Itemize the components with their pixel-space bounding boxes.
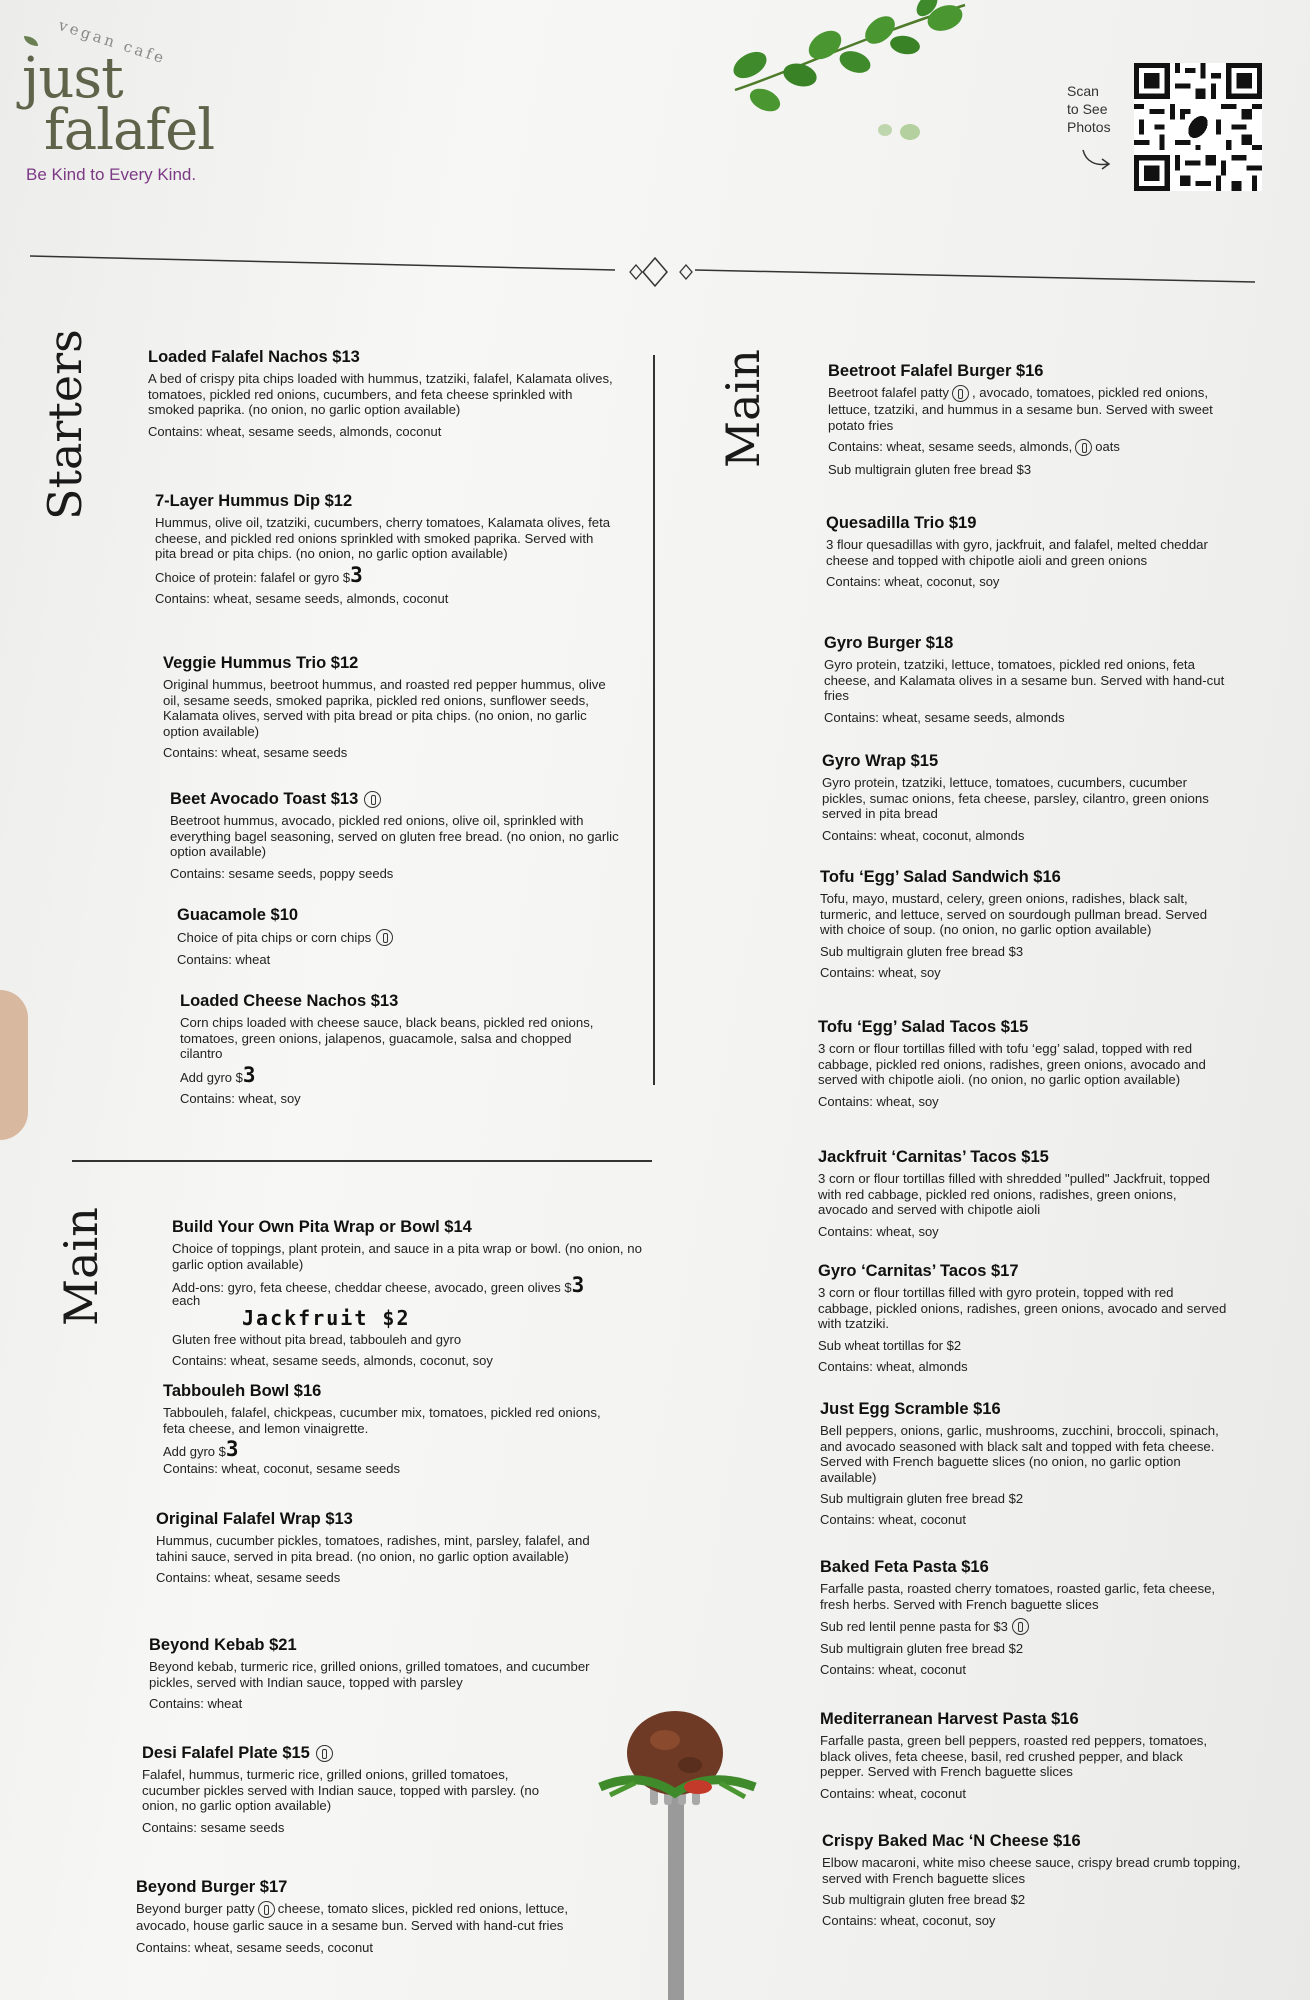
item-extra2: each — [172, 1293, 201, 1308]
item-extra: Sub wheat tortillas for $2 — [818, 1337, 962, 1353]
falafel-fork-icon — [580, 1675, 770, 2000]
handwritten-price: 3 — [571, 1273, 585, 1297]
item-name: Crispy Baked Mac ‘N Cheese $16 — [822, 1832, 1081, 1850]
gluten-free-icon — [364, 791, 381, 808]
item-name: Beetroot Falafel Burger $16 — [828, 362, 1044, 380]
scan-text-line3: Photos — [1067, 119, 1111, 135]
item-description-row — [177, 929, 607, 946]
menu-item — [172, 1218, 642, 1368]
menu-item — [818, 1262, 1228, 1374]
item-description: Corn chips loaded with cheese sauce, black beans, pickled red onions, tomatoes, green onions, jalapenos, guacamole, salsa and chopped cilantro — [180, 1015, 594, 1061]
item-name: Build Your Own Pita Wrap or Bowl $14 — [172, 1218, 472, 1236]
gluten-free-icon — [258, 1901, 275, 1918]
item-description: Elbow macaroni, white miso cheese sauce, crispy bread crumb topping, served with French baguette slices — [822, 1855, 1241, 1886]
item-name: Guacamole $10 — [177, 906, 299, 924]
item-description: Tofu, mayo, mustard, celery, green onions, radishes, black salt, turmeric, and lettuce, served on sourdough pullman bread. Served with choice of soup. (no onion, no garlic option available) — [820, 891, 1208, 937]
item-description: A bed of crispy pita chips loaded with hummus, tzatziki, falafel, Kalamata olives, tomatoes, pickled red onions, cucumbers, and feta cheese sprinkled with smoked paprika. (no onion, no garlic option available) — [148, 371, 613, 417]
item-contains: Contains: wheat, coconut — [820, 1512, 966, 1527]
item-description: Beyond burger patty — [136, 1901, 255, 1916]
item-contains: Contains: wheat, coconut, soy — [826, 574, 1000, 589]
menu-item — [822, 1832, 1247, 1928]
item-contains: Contains: wheat, coconut, almonds — [822, 827, 1025, 843]
item-name: Original Falafel Wrap $13 — [156, 1510, 353, 1528]
section-title-main-left: Main — [54, 1207, 108, 1326]
gluten-free-icon — [1075, 439, 1092, 456]
logo-line1: just — [22, 46, 123, 111]
item-description: Beetroot falafel patty — [828, 385, 949, 400]
item-description: Hummus, cucumber pickles, tomatoes, radishes, mint, parsley, falafel, and tahini sauce, served in pita bread. (no onion, no garlic option available) — [156, 1533, 590, 1564]
item-description: 3 corn or flour tortillas filled with tofu ‘egg’ salad, topped with red cabbage, pickled red onions, radishes, green onions, avocado and served with chipotle aioli. (no onion, no garlic option available) — [818, 1041, 1206, 1087]
column-divider — [653, 355, 655, 1085]
item-description: Gyro protein, tzatziki, lettuce, tomatoes, cucumbers, cucumber pickles, sumac onions, feta cheese, parsley, cilantro, green onions served in pita bread — [822, 775, 1209, 821]
menu-item — [820, 1558, 1230, 1677]
item-contains: Contains: wheat, soy — [818, 1093, 939, 1109]
item-contains: Contains: wheat, sesame seeds, almonds, coconut, soy — [172, 1353, 493, 1368]
item-description: 3 corn or flour tortillas filled with gyro protein, topped with red cabbage, pickled onions, radishes, green onions, avocado and served with tzatziki. — [818, 1285, 1227, 1331]
scan-text-line2: to See — [1067, 101, 1108, 117]
item-description: Choice of pita chips or corn chips — [177, 929, 372, 945]
item-contains: Contains: wheat, sesame seeds — [156, 1570, 341, 1585]
item-description: Falafel, hummus, turmeric rice, grilled onions, grilled tomatoes, cucumber pickles served with Indian sauce, topped with parsley. (no onion, no garlic option available) — [142, 1767, 540, 1813]
handwritten-price: 3 — [350, 562, 363, 587]
item-contains: Contains: wheat, sesame seeds, coconut — [136, 1939, 374, 1955]
menu-item — [148, 348, 618, 439]
item-extra-row — [820, 1618, 1230, 1635]
item-name: Baked Feta Pasta $16 — [820, 1558, 989, 1576]
item-name: Desi Falafel Plate $15 — [142, 1744, 310, 1762]
item-contains: Contains: wheat, coconut, soy — [822, 1913, 996, 1928]
item-description: Farfalle pasta, roasted cherry tomatoes, roasted garlic, feta cheese, fresh herbs. Served with French baguette slices — [820, 1581, 1216, 1612]
gluten-free-icon — [316, 1745, 333, 1762]
item-name: Mediterranean Harvest Pasta $16 — [820, 1710, 1079, 1728]
item-name: Just Egg Scramble $16 — [820, 1400, 1001, 1418]
item-contains: Contains: wheat — [177, 952, 271, 967]
item-contains: Contains: wheat, coconut — [820, 1785, 966, 1801]
item-description-cont: , avocado, tomatoes, pickled red onions, lettuce, tzatziki, and hummus in a sesame bun. Served with sweet potato fries — [828, 385, 1213, 433]
scan-text-line1: Scan — [1067, 83, 1099, 99]
gluten-free-icon — [952, 385, 969, 402]
handwritten-addon: Jackfruit $2 — [242, 1306, 411, 1330]
item-extra — [155, 562, 615, 587]
menu-item — [820, 868, 1230, 980]
item-description-row — [828, 385, 1238, 433]
item-contains-cont: oats — [1095, 439, 1120, 455]
menu-item — [180, 992, 610, 1106]
item-name: Tofu ‘Egg’ Salad Tacos $15 — [818, 1018, 1029, 1036]
menu-item — [142, 1744, 562, 1835]
section-title-main-right: Main — [716, 349, 770, 468]
item-contains: Contains: wheat — [149, 1696, 243, 1711]
item-name: Gyro ‘Carnitas’ Tacos $17 — [818, 1262, 1019, 1280]
item-contains: Contains: wheat, soy — [820, 964, 941, 980]
item-description: Choice of toppings, plant protein, and sauce in a pita wrap or bowl. (no onion, no garlic option available) — [172, 1241, 642, 1272]
menu-item — [170, 790, 620, 881]
item-extra3: Gluten free without pita bread, tabbouleh and gyro — [172, 1332, 462, 1347]
gluten-free-icon — [376, 929, 393, 946]
item-name: Gyro Wrap $15 — [822, 752, 939, 770]
item-name: Veggie Hummus Trio $12 — [163, 654, 359, 672]
item-description-row — [136, 1901, 606, 1934]
menu-item — [818, 1148, 1228, 1239]
section-divider — [72, 1160, 652, 1162]
item-description: 3 corn or flour tortillas filled with shredded "pulled" Jackfruit, topped with red cabbage, pickled red onions, radishes, green onions, avocado and served with chipotle aioli — [818, 1171, 1210, 1217]
item-name: 7-Layer Hummus Dip $12 — [155, 492, 353, 510]
section-title-starters: Starters — [38, 329, 92, 520]
item-name: Quesadilla Trio $19 — [826, 514, 977, 532]
item-extra — [163, 1437, 623, 1461]
item-name: Tofu ‘Egg’ Salad Sandwich $16 — [820, 868, 1061, 886]
menu-item — [822, 752, 1232, 843]
item-contains: Contains: wheat, coconut — [820, 1662, 966, 1677]
item-contains: Contains: wheat, sesame seeds, almonds, — [828, 439, 1073, 455]
mint-leaves-icon — [705, 0, 985, 150]
item-contains: Contains: wheat, sesame seeds, almonds, coconut — [148, 423, 442, 439]
item-name: Beyond Kebab $21 — [149, 1636, 297, 1654]
item-description-cont: cheese, tomato slices, pickled red onions, lettuce, avocado, house garlic sauce in a sesame bun. Served with hand-cut fries — [136, 1901, 569, 1934]
item-description: Gyro protein, tzatziki, lettuce, tomatoes, pickled red onions, feta cheese, and Kalamata olives in a sesame bun. Served with hand-cut fries — [824, 657, 1225, 703]
thumb-decoration — [0, 990, 28, 1140]
menu-item — [149, 1636, 604, 1711]
item-extra-text: Choice of protein: falafel or gyro $ — [155, 569, 351, 585]
item-extra: Sub multigrain gluten free bread $3 — [820, 943, 1024, 959]
leaf-icon — [24, 36, 38, 46]
logo-subtitle: vegan cafe — [56, 16, 169, 68]
menu-item — [824, 634, 1234, 725]
qr-code-icon[interactable] — [1134, 60, 1262, 194]
item-extra2: Sub multigrain gluten free bread $2 — [820, 1641, 1024, 1656]
gluten-free-icon — [1012, 1618, 1029, 1635]
item-extra-text: Add gyro $ — [163, 1444, 226, 1459]
menu-item — [163, 1382, 623, 1476]
menu-item — [177, 906, 607, 967]
logo — [22, 10, 252, 185]
menu-item — [136, 1878, 606, 1955]
item-extra — [172, 1273, 642, 1297]
item-name: Tabbouleh Bowl $16 — [163, 1382, 322, 1400]
item-contains: Contains: wheat, sesame seeds, almonds, coconut — [155, 590, 449, 606]
item-contains: Contains: wheat, sesame seeds, almonds — [824, 709, 1065, 725]
scan-note — [1067, 82, 1111, 136]
item-contains: Contains: wheat, soy — [180, 1090, 301, 1106]
item-name: Gyro Burger $18 — [824, 634, 954, 652]
item-contains: Contains: wheat, coconut, sesame seeds — [163, 1461, 401, 1476]
item-extra-text: Add-ons: gyro, feta cheese, cheddar cheese, avocado, green olives $ — [172, 1280, 572, 1295]
item-extra-text: Add gyro $ — [180, 1069, 243, 1085]
item-description: Beyond kebab, turmeric rice, grilled onions, grilled tomatoes, and cucumber pickles, served with Indian sauce, topped with parsley — [149, 1659, 590, 1690]
item-contains: Contains: wheat, almonds — [818, 1358, 968, 1374]
item-name: Beet Avocado Toast $13 — [170, 790, 359, 808]
tagline: Be Kind to Every Kind. — [26, 165, 197, 184]
item-name: Jackfruit ‘Carnitas’ Tacos $15 — [818, 1148, 1049, 1166]
item-contains: Contains: sesame seeds — [142, 1819, 285, 1835]
item-description: 3 flour quesadillas with gyro, jackfruit, and falafel, melted cheddar cheese and topped with chipotle aioli and green onions — [826, 537, 1208, 568]
logo-line2: falafel — [44, 98, 215, 163]
item-extra: Sub multigrain gluten free bread $2 — [820, 1491, 1024, 1506]
menu-item — [820, 1710, 1230, 1801]
item-description: Tabbouleh, falafel, chickpeas, cucumber mix, tomatoes, pickled red onions, feta cheese, and lemon vinaigrette. — [163, 1405, 601, 1436]
item-extra: Sub multigrain gluten free bread $2 — [822, 1892, 1026, 1907]
item-extra — [180, 1062, 610, 1087]
menu-item — [820, 1400, 1230, 1527]
item-contains: Contains: sesame seeds, poppy seeds — [170, 865, 394, 881]
item-description: Beetroot hummus, avocado, pickled red onions, olive oil, sprinkled with everything bagel seasoning, served on gluten free bread. (no onion, no garlic option available) — [170, 813, 619, 859]
item-name: Loaded Cheese Nachos $13 — [180, 992, 399, 1010]
menu-item — [156, 1510, 606, 1585]
item-name: Loaded Falafel Nachos $13 — [148, 348, 360, 366]
menu-item — [155, 492, 615, 606]
item-contains: Contains: wheat, soy — [818, 1223, 939, 1239]
menu-item — [818, 1018, 1228, 1109]
arrow-icon — [1080, 146, 1114, 172]
item-description: Hummus, olive oil, tzatziki, cucumbers, cherry tomatoes, Kalamata olives, feta cheese, and pickled red onions sprinkled with smoked paprika. Served with pita bread or pita chips. (no onion, no garlic option available) — [155, 515, 611, 561]
item-description: Bell peppers, onions, garlic, mushrooms, zucchini, broccoli, spinach, and avocado seasoned with black salt and topped with feta cheese. Served with French baguette slices (no onion, no garlic option available) — [820, 1423, 1219, 1485]
item-contains-row — [828, 439, 1238, 456]
item-description: Original hummus, beetroot hummus, and roasted red pepper hummus, olive oil, sesame seeds, smoked paprika, pickled red onions, sunflower seeds, Kalamata olives, served with pita bread or pita chips. (no onion, no garlic option available) — [163, 677, 606, 739]
menu-item — [826, 514, 1236, 589]
item-name: Beyond Burger $17 — [136, 1878, 288, 1896]
item-contains: Contains: wheat, sesame seeds — [163, 745, 348, 760]
handwritten-price: 3 — [242, 1062, 256, 1087]
ornament-divider — [30, 250, 1255, 290]
item-extra: Sub red lentil penne pasta for $3 — [820, 1619, 1008, 1634]
item-extra: Sub multigrain gluten free bread $3 — [828, 462, 1032, 478]
item-description: Farfalle pasta, green bell peppers, roasted red peppers, tomatoes, black olives, feta cheese, basil, red crushed pepper, and black pepper. Served with French baguette slices — [820, 1733, 1208, 1779]
handwritten-price: 3 — [225, 1437, 239, 1461]
menu-item — [163, 654, 618, 760]
menu-item — [828, 362, 1238, 477]
